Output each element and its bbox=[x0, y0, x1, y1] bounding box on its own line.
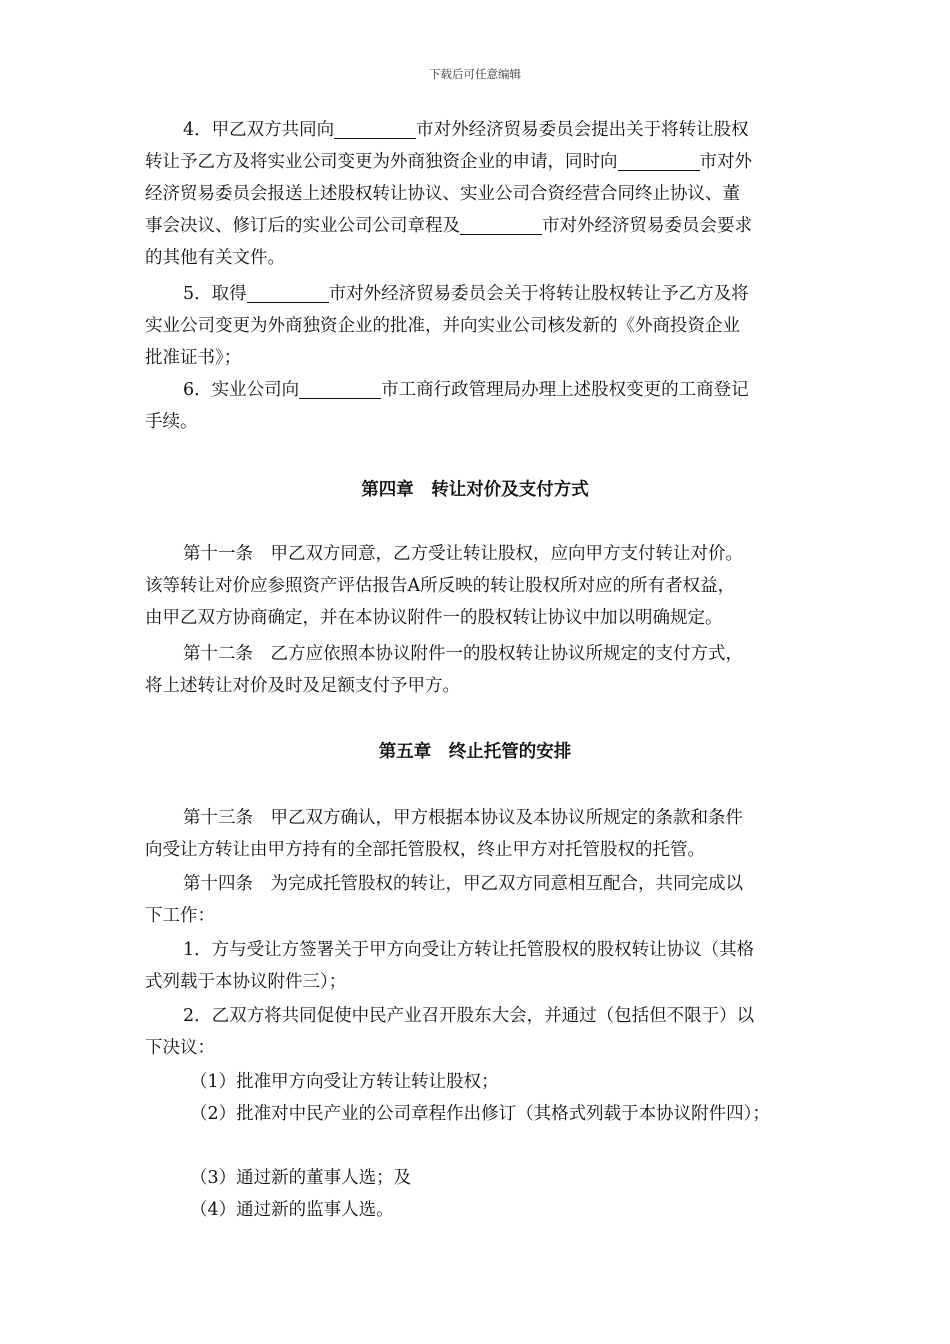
article14-item1-line1: 1．方与受让方签署关于甲方向受让方转让托管股权的股权转让协议（其格 bbox=[183, 940, 755, 960]
article12-line1: 第十二条 乙方应依照本协议附件一的股权转让协议所规定的支付方式， bbox=[183, 644, 743, 664]
article11-line3: 由甲乙双方协商确定，并在本协议附件一的股权转让协议中加以明确规定。 bbox=[145, 608, 723, 628]
text: 事会决议、修订后的实业公司公司章程及 bbox=[145, 216, 460, 236]
article14-item2-line1: 2．乙双方将共同促使中民产业召开股东大会，并通过（包括但不限于）以 bbox=[183, 1006, 755, 1026]
text: 4．甲乙双方共同向 bbox=[183, 120, 335, 140]
article11-line1: 第十一条 甲乙双方同意，乙方受让转让股权，应向甲方支付转让对价。 bbox=[183, 544, 743, 564]
chapter5-heading: 第五章 终止托管的安排 bbox=[378, 742, 572, 762]
page-header-note: 下载后可任意编辑 bbox=[429, 67, 521, 81]
para4-line2 bbox=[145, 150, 825, 174]
text: 市工商行政管理局办理上述股权变更的工商登记 bbox=[381, 380, 749, 400]
resolution-2: （2）批准对中民产业的公司章程作出修订（其格式列载于本协议附件四）； bbox=[190, 1104, 770, 1124]
para4-line5: 的其他有关文件。 bbox=[145, 248, 285, 268]
text: 市对外经济贸易委员会提出关于将转让股权 bbox=[416, 120, 749, 140]
para6-line2: 手续。 bbox=[145, 412, 198, 432]
para6-line1 bbox=[183, 378, 863, 402]
article14-line2: 下工作： bbox=[145, 906, 215, 926]
article12-line2: 将上述转让对价及时及足额支付予甲方。 bbox=[145, 676, 460, 696]
article14-line1: 第十四条 为完成托管股权的转让，甲乙双方同意相互配合，共同完成以 bbox=[183, 874, 743, 894]
article13-line1: 第十三条 甲乙双方确认，甲方根据本协议及本协议所规定的条款和条件 bbox=[183, 808, 743, 828]
resolution-3: （3）通过新的董事人选；及 bbox=[190, 1168, 412, 1188]
resolution-1: （1）批准甲方向受让方转让转让股权； bbox=[190, 1072, 499, 1092]
article11-line2: 该等转让对价应参照资产评估报告A所反映的转让股权所对应的所有者权益， bbox=[145, 576, 736, 596]
para4-line3: 经济贸易委员会报送上述股权转让协议、实业公司合资经营合同终止协议、董 bbox=[145, 184, 740, 204]
text: 转让予乙方及将实业公司变更为外商独资企业的申请，同时向 bbox=[145, 152, 618, 172]
fill-blank bbox=[618, 152, 700, 171]
text: 市对外 bbox=[699, 152, 752, 172]
para4-line4 bbox=[145, 214, 825, 238]
chapter4-heading: 第四章 转让对价及支付方式 bbox=[361, 480, 589, 500]
article14-item1-line2: 式列载于本协议附件三）； bbox=[145, 972, 347, 992]
article13-line2: 向受让方转让由甲方持有的全部托管股权，终止甲方对托管股权的托管。 bbox=[145, 840, 705, 860]
fill-blank bbox=[334, 120, 416, 139]
text: 6．实业公司向 bbox=[183, 380, 300, 400]
para5-line2: 实业公司变更为外商独资企业的批准，并向实业公司核发新的《外商投资企业 bbox=[145, 316, 740, 336]
text: 5．取得 bbox=[183, 284, 247, 304]
fill-blank bbox=[460, 216, 542, 235]
resolution-4: （4）通过新的监事人选。 bbox=[190, 1200, 394, 1220]
fill-blank bbox=[299, 380, 381, 399]
para5-line1 bbox=[183, 282, 863, 306]
para4-line1 bbox=[183, 118, 863, 142]
article14-item2-line2: 下决议： bbox=[145, 1038, 215, 1058]
fill-blank bbox=[247, 284, 329, 303]
text: 市对外经济贸易委员会要求 bbox=[542, 216, 752, 236]
para5-line3: 批准证书》； bbox=[145, 348, 242, 368]
text: 市对外经济贸易委员会关于将转让股权转让予乙方及将 bbox=[328, 284, 749, 304]
